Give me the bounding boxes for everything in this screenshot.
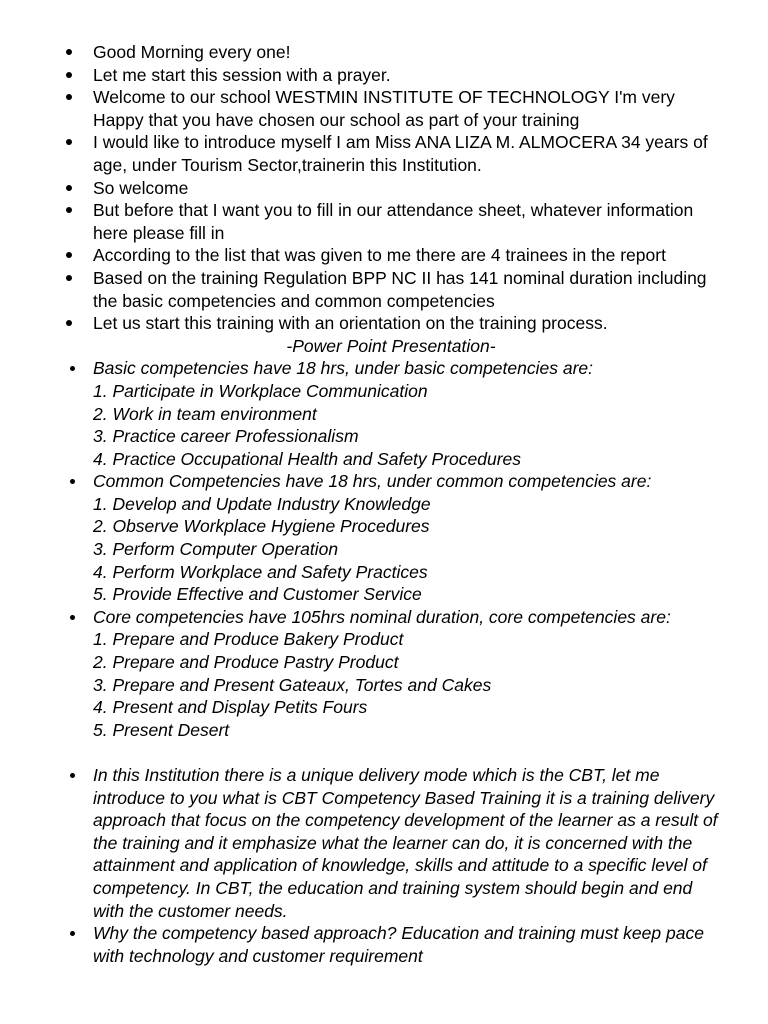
list-item: 4. Perform Workplace and Safety Practices xyxy=(93,561,428,582)
bullet-dot xyxy=(66,320,72,326)
list-item: 1. Develop and Update Industry Knowledge xyxy=(93,493,431,514)
blank-line xyxy=(0,741,768,764)
list-item: 4. Practice Occupational Health and Safety Procedures xyxy=(93,448,522,469)
bullet-orientation xyxy=(0,312,768,335)
bullet-regulation xyxy=(0,267,768,312)
bullet-text: In this Institution there is a unique delivery mode which is the CBT, let me introduce to you what is CBT Competency Based Training it is a training delivery approach that focus on the competency development of the learner as a result of the training and it emphasize what the learner can do, it is concerned with the attainment and application of knowledge, skills and attitude to a specific level of competency. In CBT, the education and training system should begin and end with the customer needs. xyxy=(93,765,718,921)
list-item: 2. Observe Workplace Hygiene Procedures xyxy=(93,516,430,537)
bullet-text: I would like to introduce myself I am Miss ANA LIZA M. ALMOCERA 34 years of age, under Tourism Sector,trainerin this Institution. xyxy=(93,132,708,175)
bullet-text: So welcome xyxy=(93,177,189,198)
bullet-dot xyxy=(70,615,75,620)
bullet-text: But before that I want you to fill in our attendance sheet, whatever information here please fill in xyxy=(93,200,694,243)
list-item: 1. Participate in Workplace Communication xyxy=(93,380,428,401)
bullet-cbt-explanation xyxy=(0,764,768,922)
bullet-dot xyxy=(66,72,72,78)
list-item: 5. Present Desert xyxy=(93,719,230,740)
bullet-text: According to the list that was given to me there are 4 trainees in the report xyxy=(93,245,666,266)
bullet-text: Welcome to our school WESTMIN INSTITUTE OF TECHNOLOGY I'm very Happy that you have chosen our school as part of your training xyxy=(93,87,675,130)
bullet-attendance xyxy=(0,199,768,244)
document-page xyxy=(0,41,768,967)
bullet-dot xyxy=(66,139,72,145)
bullet-dot xyxy=(66,252,72,258)
bullet-common-competencies xyxy=(0,470,768,606)
bullet-dot xyxy=(66,275,72,281)
presentation-heading: -Power Point Presentation- xyxy=(286,335,496,356)
bullet-text: Based on the training Regulation BPP NC II has 141 nominal duration including the basic competencies and common competencies xyxy=(93,267,707,311)
bullet-why-cbt xyxy=(0,922,768,967)
bullet-dot xyxy=(66,49,72,55)
list-item: 2. Work in team environment xyxy=(93,403,317,424)
bullet-basic-competencies xyxy=(0,357,768,470)
bullet-dot xyxy=(70,773,75,778)
bullet-text: Why the competency based approach? Education and training must keep pace with technology and customer requirement xyxy=(93,923,704,966)
bullet-introduction xyxy=(0,131,768,176)
bullet-dot xyxy=(66,207,72,213)
bullet-dot xyxy=(66,185,72,191)
list-item: 3. Perform Computer Operation xyxy=(93,539,339,560)
bullet-dot xyxy=(70,366,75,371)
list-item: 4. Present and Display Petits Fours xyxy=(93,697,368,718)
bullet-core-competencies xyxy=(0,606,768,742)
bullet-text: Let me start this session with a prayer. xyxy=(93,64,391,85)
bullet-welcome xyxy=(0,86,768,131)
bullet-prayer xyxy=(0,64,768,87)
bullet-so-welcome xyxy=(0,177,768,200)
bullet-dot xyxy=(66,94,72,100)
list-item: 2. Prepare and Produce Pastry Product xyxy=(93,652,399,673)
list-item: 3. Prepare and Present Gateaux, Tortes and Cakes xyxy=(93,674,492,695)
bullet-trainees xyxy=(0,244,768,267)
list-item: 1. Prepare and Produce Bakery Product xyxy=(93,629,404,650)
list-item: 3. Practice career Professionalism xyxy=(93,426,359,447)
bullet-text: Let us start this training with an orientation on the training process. xyxy=(93,313,608,334)
section-heading: Basic competencies have 18 hrs, under basic competencies are: xyxy=(93,358,593,379)
section-heading: Core competencies have 105hrs nominal duration, core competencies are: xyxy=(93,606,671,627)
bullet-text: Good Morning every one! xyxy=(93,42,291,62)
section-heading: Common Competencies have 18 hrs, under common competencies are: xyxy=(93,471,652,492)
bullet-greeting xyxy=(0,41,768,64)
bullet-dot xyxy=(70,479,75,484)
bullet-dot xyxy=(70,931,75,936)
list-item: 5. Provide Effective and Customer Service xyxy=(93,584,422,605)
